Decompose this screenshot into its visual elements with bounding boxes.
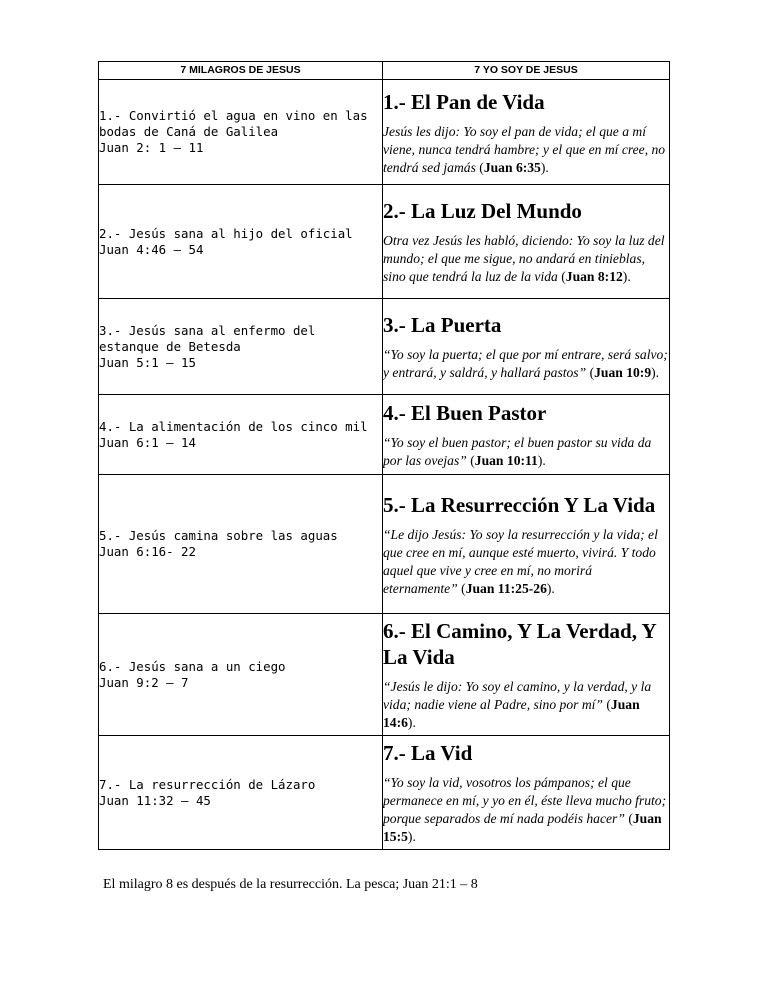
table-row	[99, 80, 670, 185]
miracle-ref: Juan 6:16- 22	[99, 544, 196, 559]
table-row	[99, 614, 670, 736]
miracle-ref: Juan 6:1 – 14	[99, 434, 196, 450]
yo-soy-title: 7.- La Vid	[383, 741, 473, 765]
yo-soy-cell	[383, 185, 670, 299]
verse-ref: Juan 15:5	[383, 811, 662, 844]
miracle-text: 4.- La alimentación de los cinco mil	[99, 418, 368, 434]
yo-soy-title: 6.- El Camino, Y La Verdad, Y La Vida	[383, 619, 656, 669]
miracle-ref: Juan 5:1 – 15	[99, 354, 196, 370]
table-row	[99, 185, 670, 299]
yo-soy-verse: “Yo soy la puerta; el que por mí entrare, será salvo; y entrará, y saldrá, y hallará pastos” (Juan 10:9).	[383, 347, 668, 380]
table-row	[99, 475, 670, 614]
table-row	[99, 395, 670, 475]
yo-soy-verse: Jesús les dijo: Yo soy el pan de vida; el que a mí viene, nunca tendrá hambre; y el que en mí cree, no tendrá sed jamás (Juan 6:35).	[383, 123, 666, 175]
miracle-cell	[99, 299, 383, 395]
yo-soy-cell	[383, 736, 670, 850]
header-yo-soy: 7 YO SOY DE JESUS	[383, 62, 670, 80]
miracle-ref: Juan 4:46 – 54	[99, 241, 204, 257]
miracle-cell	[99, 475, 383, 614]
yo-soy-cell	[383, 395, 670, 475]
footer-note: El milagro 8 es después de la resurrección. La pesca; Juan 21:1 – 8	[103, 877, 478, 892]
milagros-table	[98, 61, 670, 850]
miracle-text: 1.- Convirtió el agua en vino en las bodas de Caná de Galilea	[99, 108, 368, 139]
verse-ref: Juan 11:25-26	[465, 580, 547, 596]
miracle-ref: Juan 2: 1 – 11	[99, 140, 204, 155]
yo-soy-verse: Otra vez Jesús les habló, diciendo: Yo soy la luz del mundo; el que me sigue, no andará en tinieblas, sino que tendrá la luz de la vida (Juan 8:12).	[383, 233, 665, 284]
verse-ref: Juan 10:11	[474, 453, 538, 468]
miracle-cell	[99, 80, 383, 185]
yo-soy-title: 4.- El Buen Pastor	[383, 401, 547, 425]
miracle-cell	[99, 614, 383, 736]
verse-ref: Juan 6:35	[483, 159, 541, 175]
table-row	[99, 736, 670, 850]
yo-soy-verse: “Yo soy la vid, vosotros los pámpanos; el que permanece en mí, y yo en él, éste lleva mucho fruto; porque separados de mí nada podéis hacer” (Juan 15:5).	[383, 775, 667, 844]
table-row	[99, 299, 670, 395]
miracle-cell	[99, 395, 383, 475]
yo-soy-verse: “Yo soy el buen pastor; el buen pastor su vida da por las ovejas” (Juan 10:11).	[383, 435, 652, 468]
yo-soy-verse: “Jesús le dijo: Yo soy el camino, y la verdad, y la vida; nadie viene al Padre, sino por mí” (Juan 14:6).	[383, 679, 652, 730]
yo-soy-cell	[383, 614, 670, 736]
miracle-ref: Juan 9:2 – 7	[99, 674, 189, 690]
yo-soy-cell	[383, 299, 670, 395]
yo-soy-title: 1.- El Pan de Vida	[383, 89, 545, 114]
yo-soy-title: 5.- La Resurrección Y La Vida	[383, 492, 656, 517]
yo-soy-cell	[383, 80, 670, 185]
verse-ref: Juan 10:9	[594, 365, 652, 380]
verse-ref: Juan 14:6	[383, 697, 640, 730]
miracle-text: 6.- Jesús sana a un ciego	[99, 658, 286, 674]
yo-soy-title: 3.- La Puerta	[383, 313, 502, 337]
miracle-text: 5.- Jesús camina sobre las aguas	[99, 528, 338, 543]
miracle-text: 3.- Jesús sana al enfermo del estanque de Betesda	[99, 322, 316, 354]
miracle-text: 2.- Jesús sana al hijo del oficial	[99, 225, 353, 241]
miracle-cell	[99, 736, 383, 850]
header-miracles: 7 MILAGROS DE JESUS	[99, 62, 383, 80]
verse-ref: Juan 8:12	[565, 269, 623, 284]
yo-soy-cell	[383, 475, 670, 614]
miracle-ref: Juan 11:32 – 45	[99, 792, 211, 808]
yo-soy-title: 2.- La Luz Del Mundo	[383, 199, 582, 223]
yo-soy-verse: “Le dijo Jesús: Yo soy la resurrección y la vida; el que cree en mí, aunque esté muerto, vivirá. Y todo aquel que vive y cree en mí, no morirá eternamente” (Juan 11:25-26).	[383, 526, 658, 596]
miracle-cell	[99, 185, 383, 299]
miracle-text: 7.- La resurrección de Lázaro	[99, 776, 316, 792]
header-row	[99, 62, 670, 80]
